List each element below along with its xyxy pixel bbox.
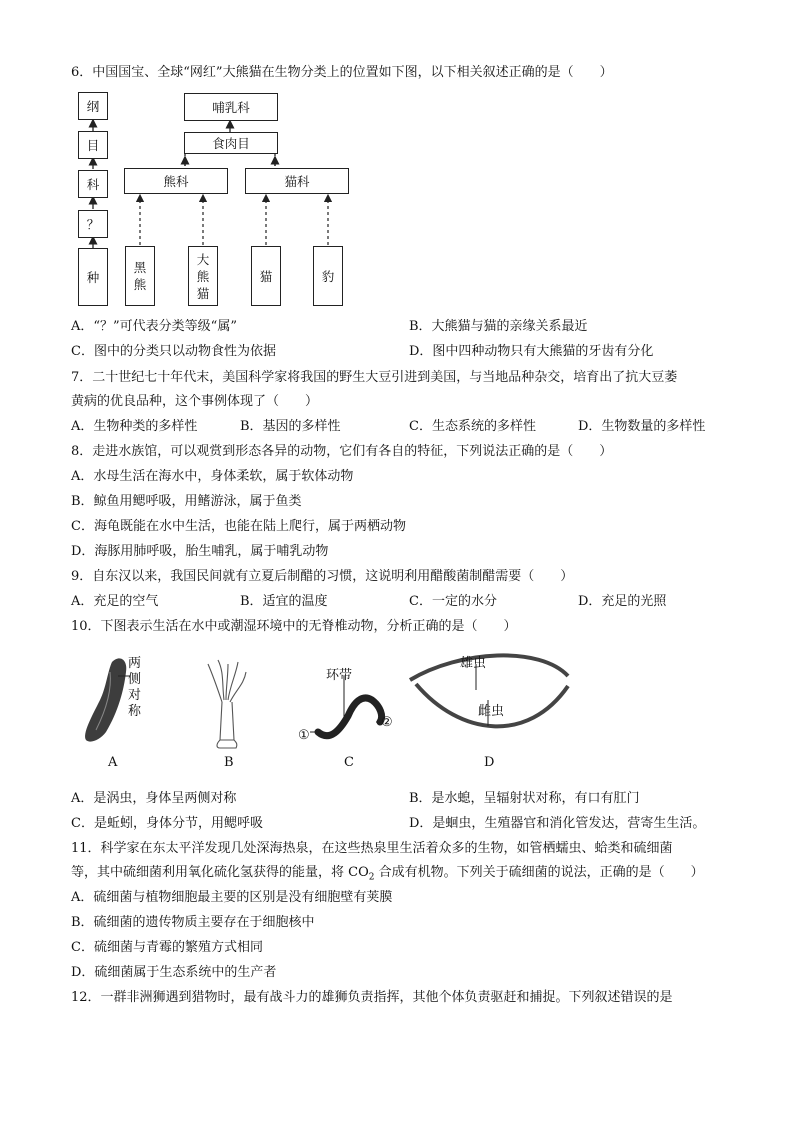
figure-letter-c: C xyxy=(344,755,354,770)
box-bear-family: 熊科 xyxy=(124,168,228,194)
species-black-bear: 黑 熊 xyxy=(125,246,155,306)
label-male: 雄虫 xyxy=(460,656,487,671)
rank-family: 科 xyxy=(78,170,108,198)
q9-stem: 9．自东汉以来，我国民间就有立夏后制醋的习惯，这说明利用醋酸菌制醋需要（ ） xyxy=(71,569,574,584)
q12-stem: 12．一群非洲狮遇到猎物时，最有战斗力的雄狮负责指挥，其他个体负责驱赶和捕捉。下列叙述错误的是 xyxy=(71,990,673,1005)
flatworm-drawing xyxy=(85,658,130,741)
q7-option-b: B．基因的多样性 xyxy=(240,419,341,434)
q7-option-d: D．生物数量的多样性 xyxy=(578,419,706,434)
q11-option-a: A．硫细菌与植物细胞最主要的区别是没有细胞壁有荚膜 xyxy=(71,890,393,905)
q10-option-d: D．是蛔虫，生殖器官和消化管发达，营寄生生活。 xyxy=(409,816,706,831)
q10-stem: 10．下图表示生活在水中或潮湿环境中的无脊椎动物，分析正确的是（ ） xyxy=(71,619,517,634)
q8-stem: 8．走进水族馆，可以观赏到形态各异的动物，它们有各自的特征，下列说法正确的是（ ） xyxy=(71,444,613,459)
hydra-drawing xyxy=(208,660,246,748)
q10-option-c: C．是蚯蚓，身体分节，用鳃呼吸 xyxy=(71,816,263,831)
q8-option-c: C．海龟既能在水中生活，也能在陆上爬行，属于两栖动物 xyxy=(71,519,406,534)
rank-order: 目 xyxy=(78,131,108,159)
earthworm-drawing xyxy=(310,676,382,736)
q7-option-c: C．生态系统的多样性 xyxy=(409,419,536,434)
label-clitellum: 环带 xyxy=(326,668,353,683)
q6-option-b: B．大熊猫与猫的亲缘关系最近 xyxy=(409,319,588,334)
species-leopard: 豹 xyxy=(313,246,343,306)
q10-option-a: A．是涡虫，身体呈两侧对称 xyxy=(71,791,237,806)
q8-option-d: D．海豚用肺呼吸，胎生哺乳，属于哺乳动物 xyxy=(71,544,329,559)
q11-option-b: B．硫细菌的遗传物质主要存在于细胞核中 xyxy=(71,915,315,930)
rank-species: 种 xyxy=(78,248,108,306)
q6-option-c: C．图中的分类只以动物食性为依据 xyxy=(71,344,276,359)
q9-option-c: C．一定的水分 xyxy=(409,594,497,609)
q8-option-a: A．水母生活在海水中，身体柔软，属于软体动物 xyxy=(71,469,354,484)
rank-unknown: ？ xyxy=(78,210,108,238)
q6-option-a: A．“？”可代表分类等级“属” xyxy=(71,319,237,334)
box-cat-family: 猫科 xyxy=(245,168,349,194)
box-mammal: 哺乳科 xyxy=(184,93,278,121)
label-female: 雌虫 xyxy=(478,704,505,719)
q11-option-d: D．硫细菌属于生态系统中的生产者 xyxy=(71,965,277,980)
q11-option-c: C．硫细菌与青霉的繁殖方式相同 xyxy=(71,940,263,955)
figure-letter-d: D xyxy=(484,755,495,770)
q9-option-d: D．充足的光照 xyxy=(578,594,667,609)
q9-option-a: A．充足的空气 xyxy=(71,594,159,609)
label-circle-2: ② xyxy=(381,715,393,730)
species-giant-panda: 大 熊 猫 xyxy=(188,246,218,306)
q6-stem: 6．中国国宝、全球“网红”大熊猫在生物分类上的位置如下图，以下相关叙述正确的是（ ） xyxy=(71,65,613,80)
q11-stem-line2: 等，其中硫细菌利用氧化硫化氢获得的能量，将 $CO_2$ 合成有机物。下列关于硫细菌的说法，正确的是（ ） xyxy=(71,865,704,883)
figure-letter-b: B xyxy=(224,755,234,770)
q11-stem-line1: 11．科学家在东太平洋发现几处深海热泉，在这些热泉里生活着众多的生物，如管栖蠕虫、蛤类和硫细菌 xyxy=(71,841,673,856)
label-circle-1: ① xyxy=(298,728,310,743)
q7-option-a: A．生物种类的多样性 xyxy=(71,419,198,434)
q8-option-b: B．鲸鱼用鳃呼吸，用鳍游泳，属于鱼类 xyxy=(71,494,302,509)
figure-letter-a: A xyxy=(108,755,118,770)
q9-option-b: B．适宜的温度 xyxy=(240,594,328,609)
species-cat: 猫 xyxy=(251,246,281,306)
q6-option-d: D．图中四种动物只有大熊猫的牙齿有分化 xyxy=(409,344,654,359)
label-bilateral: 两 侧 对 称 xyxy=(128,656,142,719)
box-carnivora: 食肉目 xyxy=(184,132,278,154)
q10-option-b: B．是水螅，呈辐射状对称，有口有肛门 xyxy=(409,791,640,806)
q7-stem-line2: 黄病的优良品种，这个事例体现了（ ） xyxy=(71,394,319,409)
q7-stem-line1: 7．二十世纪七十年代末，美国科学家将我国的野生大豆引进到美国，与当地品种杂交，培育出了抗大豆萎 xyxy=(71,370,678,385)
rank-class: 纲 xyxy=(78,92,108,120)
